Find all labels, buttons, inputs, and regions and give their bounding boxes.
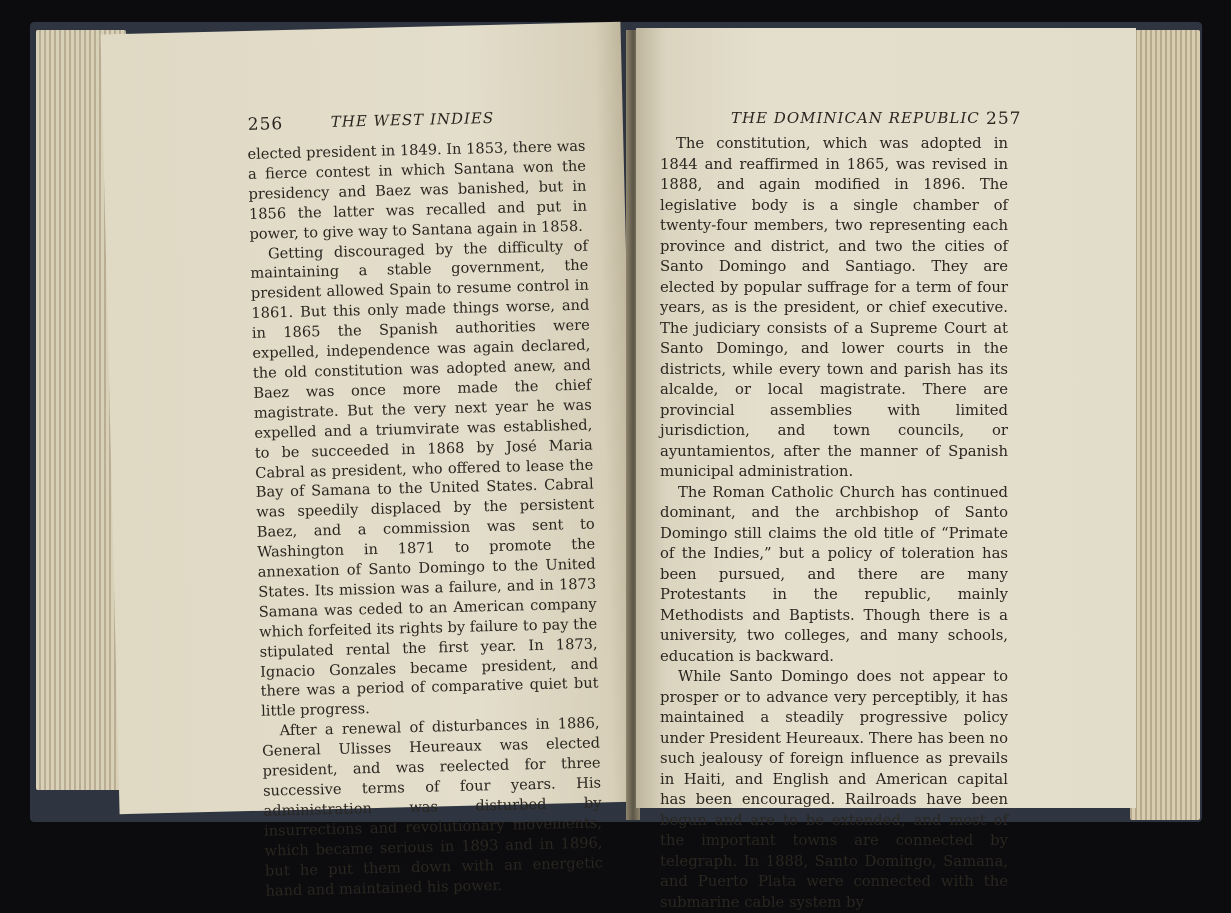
right-page-number: 257	[986, 109, 1022, 129]
left-page-number: 256	[247, 114, 284, 135]
right-paragraph-1: The constitution, which was adopted in 1844 and reaffirmed in 1865, was revised in 1888, and again modified in 1896. The legislative body is a single chamber of twenty-four members, two representing each province and district, and two the cities of Santo Domingo and Santiago. They are elected by popular suffrage for a term of four years, as is the president, or chief executive. The judiciary consists of a Supreme Court at Santo Domingo, and lower courts in the districts, while every town and parish has its alcalde, or local magistrate. There are provincial assemblies with limited jurisdiction, and town councils, or ayuntamientos, after the manner of Spanish municipal administration.	[660, 135, 1008, 480]
left-paragraph-3: After a renewal of disturbances in 1886, General Ulisses Heureaux was elected president, and was reelected for three successive terms of four years. His administration was disturbed by insurrections and revolutionary movements, which became serious in 1893 and in 1896, but he put them down with an energetic hand and maintained his power.	[261, 714, 604, 900]
left-paragraph-2: Getting discouraged by the difficulty of maintaining a stable government, the president allowed Spain to resume control in 1861. But this only made things worse, and in 1865 the Spanish authorities were expelled, independence was again declared, the old constitution was adopted anew, and Baez was once more made the chief magistrate. But the very next year he was expelled and a triumvirate was established, to be succeeded in 1868 by José Maria Cabral as president, who offered to lease the Bay of Samana to the United States. Cabral was speedily displaced by the persistent Baez, and a commission was sent to Washington in 1871 to promote the annexation of Santo Domingo to the United States. Its mission was a failure, and in 1873 Samana was ceded to an American company which forfeited its rights by failure to pay the stipulated rental the first year. In 1873, Ignacio Gonzales became president, and there was a period of comparative quiet but little progress.	[250, 237, 599, 721]
right-running-head: THE DOMINICAN REPUBLIC	[731, 109, 980, 127]
left-page-header	[103, 106, 623, 135]
left-page-body	[247, 137, 603, 901]
left-running-head: THE WEST INDIES	[330, 108, 495, 131]
right-paragraph-3: While Santo Domingo does not appear to prosper or to advance very perceptibly, it has maintained a steadily progressive policy under President Heureaux. There has been no such jealousy of foreign influence as prevails in Haiti, and English and American capital has been encouraged. Railroads have been begun and are to be extended, and most of the important towns are connected by telegraph. In 1888, Santo Domingo, Samana, and Puerto Plata were connected with the submarine cable system by	[660, 668, 1008, 911]
right-paragraph-2: The Roman Catholic Church has continued dominant, and the archbishop of Santo Domingo still claims the old title of “Primate of the Indies,” but a policy of toleration has been pursued, and there are many Protestants in the republic, mainly Methodists and Baptists. Though there is a university, two colleges, and many schools, education is backward.	[660, 483, 1008, 665]
right-page-stack	[1130, 30, 1200, 820]
right-page-body	[660, 134, 1008, 913]
right-page	[636, 28, 1136, 911]
left-page	[101, 22, 640, 900]
left-paragraph-1: elected president in 1849. In 1853, there was a fierce contest in which Santana won the presidency and Baez was banished, but in 1856 the latter was recalled and put in power, to give way to Santana again in 1858.	[247, 137, 588, 243]
